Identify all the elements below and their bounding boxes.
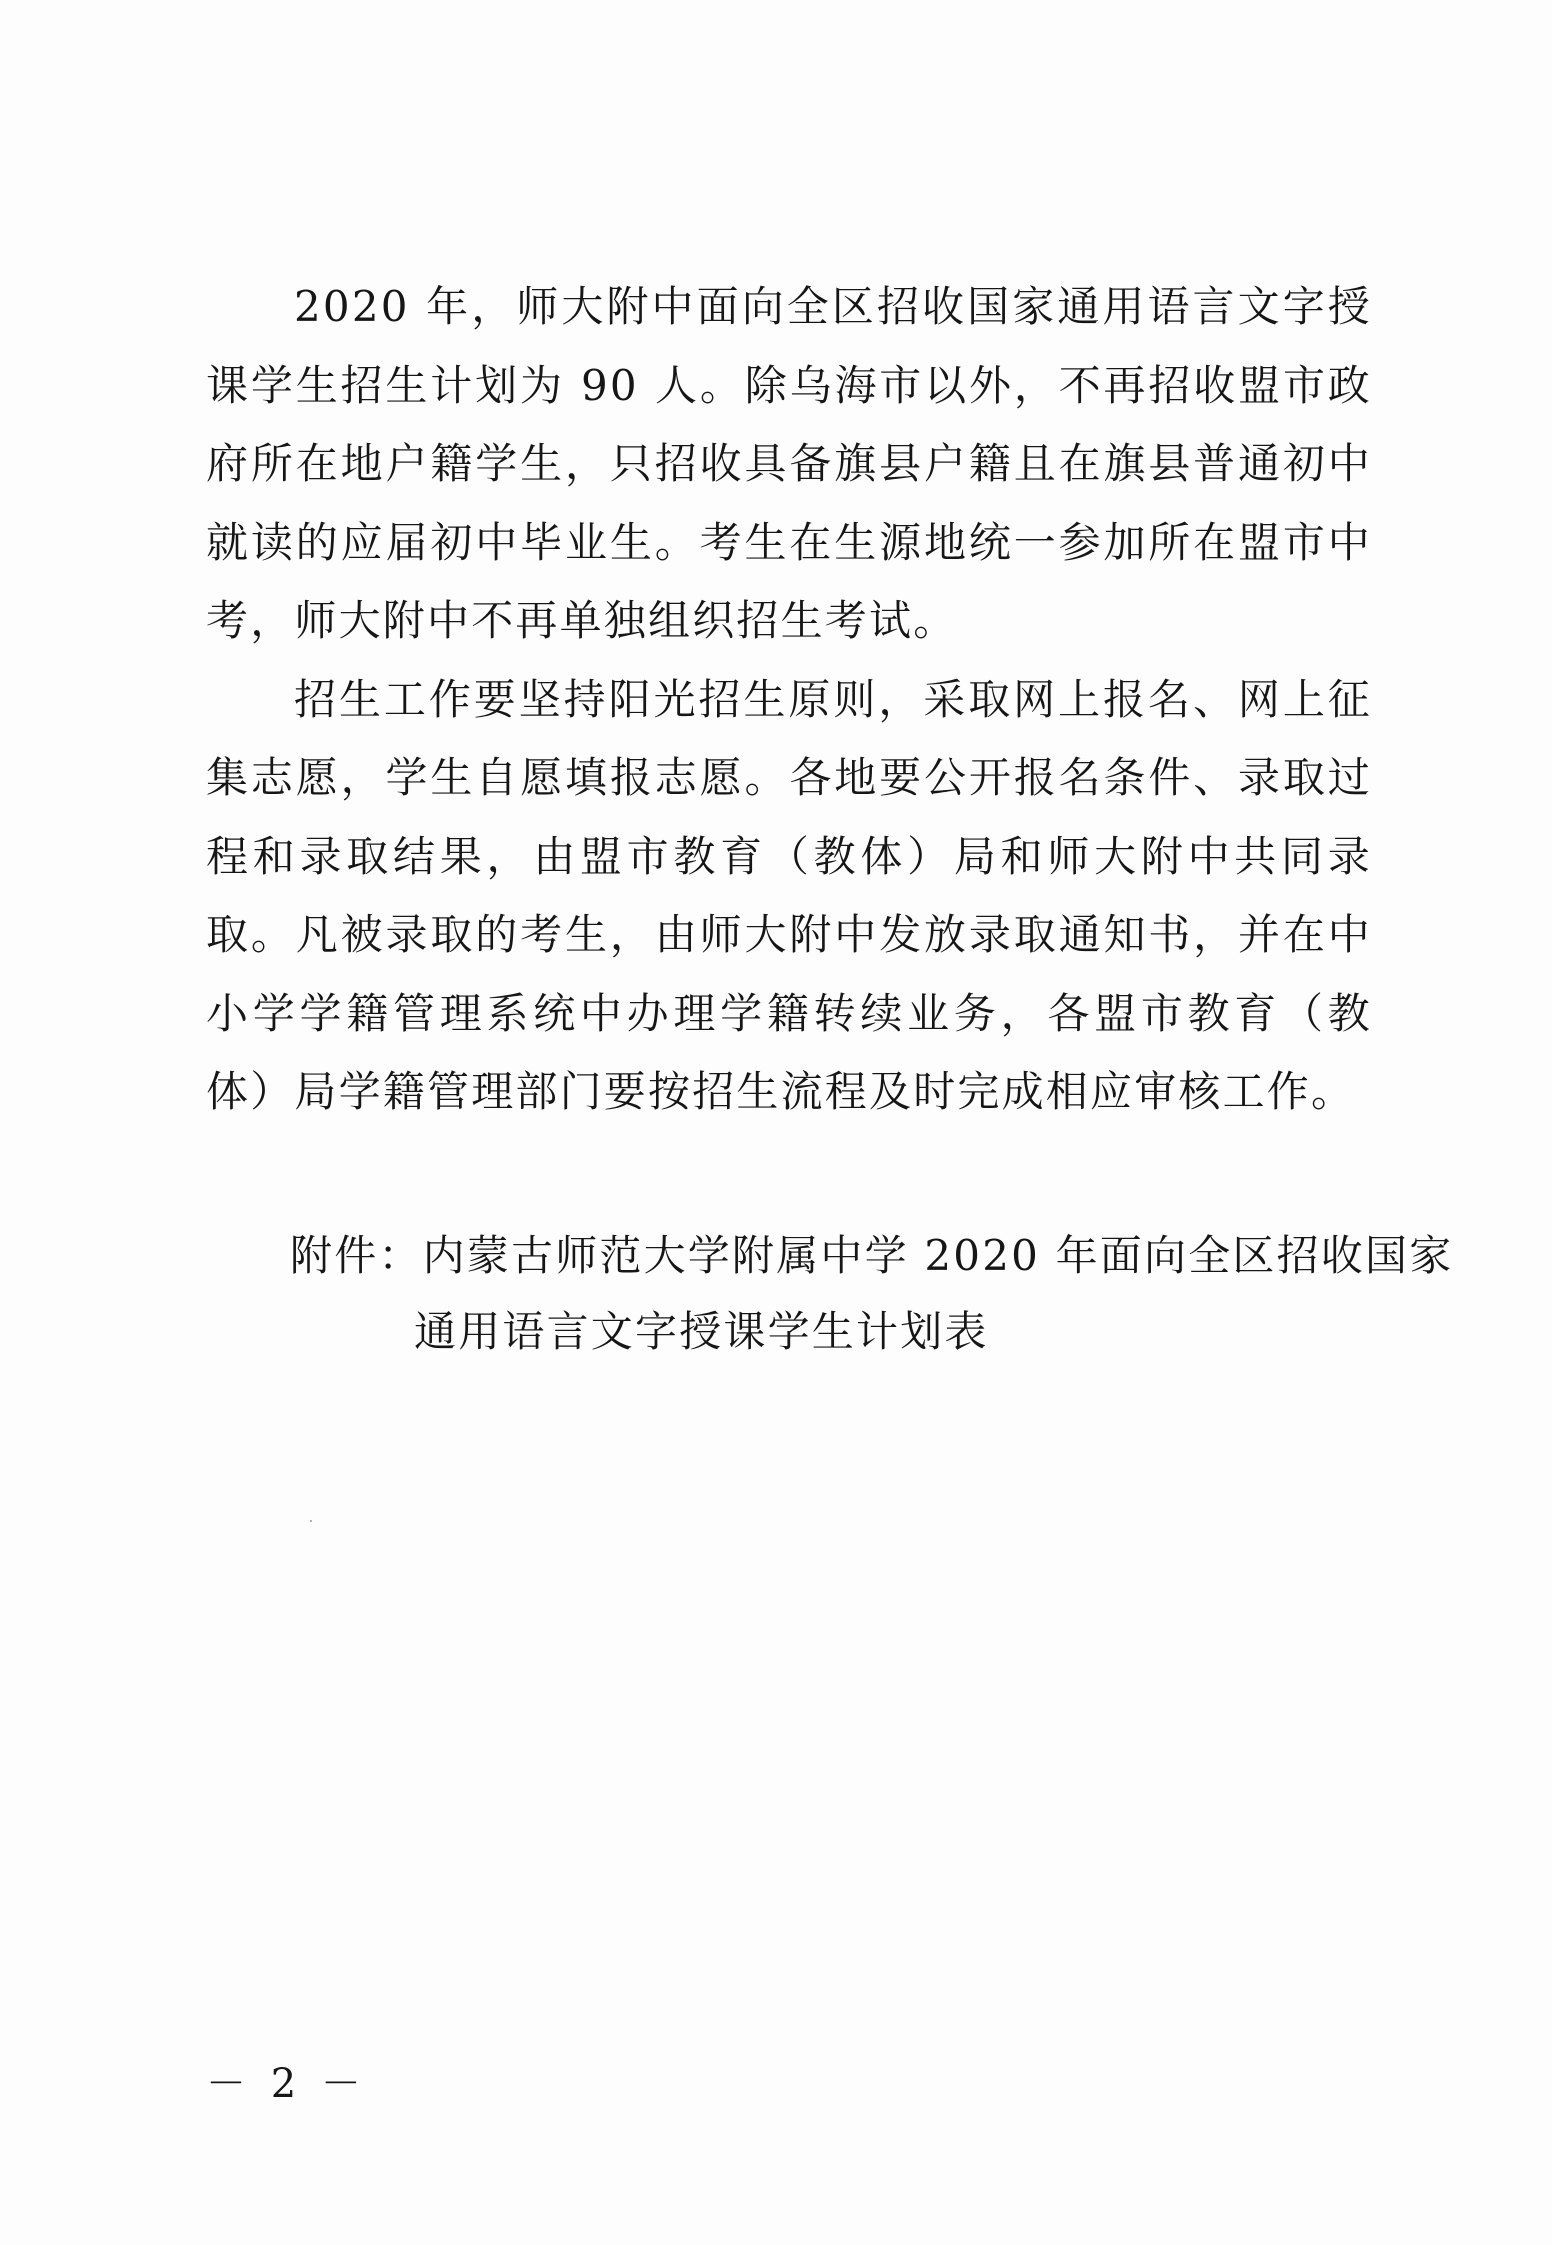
paragraph-enrollment-plan: 2020 年，师大附中面向全区招收国家通用语言文字授课学生招生计划为 90 人。除乌海市以外，不再招收盟市政府所在地户籍学生，只招收具备旗县户籍且在旗县普通初中就读的应届初中毕业生。考生在生源地统一参加所在盟市中考，师大附中不再单独组织招生考试。 <box>206 282 1372 645</box>
attachment-title-line-2: 通用语言文字授课学生计划表 <box>414 1307 989 1356</box>
page-number: － 2 － <box>206 2061 367 2107</box>
document-body <box>206 268 1372 1132</box>
attachment-line-1 <box>290 1218 1454 1294</box>
attachment-label: 附件： <box>290 1231 423 1280</box>
scan-speck <box>310 1520 312 1522</box>
paragraph-admission-principles: 招生工作要坚持阳光招生原则，采取网上报名、网上征集志愿，学生自愿填报志愿。各地要公开报名条件、录取过程和录取结果，由盟市教育（教体）局和师大附中共同录取。凡被录取的考生，由师大附中发放录取通知书，并在中小学学籍管理系统中办理学籍转续业务，各盟市教育（教体）局学籍管理部门要按招生流程及时完成相应审核工作。 <box>206 674 1372 1116</box>
attachment-title-line-1: 内蒙古师范大学附属中学 2020 年面向全区招收国家 <box>422 1231 1454 1280</box>
attachment-note <box>290 1218 1454 1370</box>
